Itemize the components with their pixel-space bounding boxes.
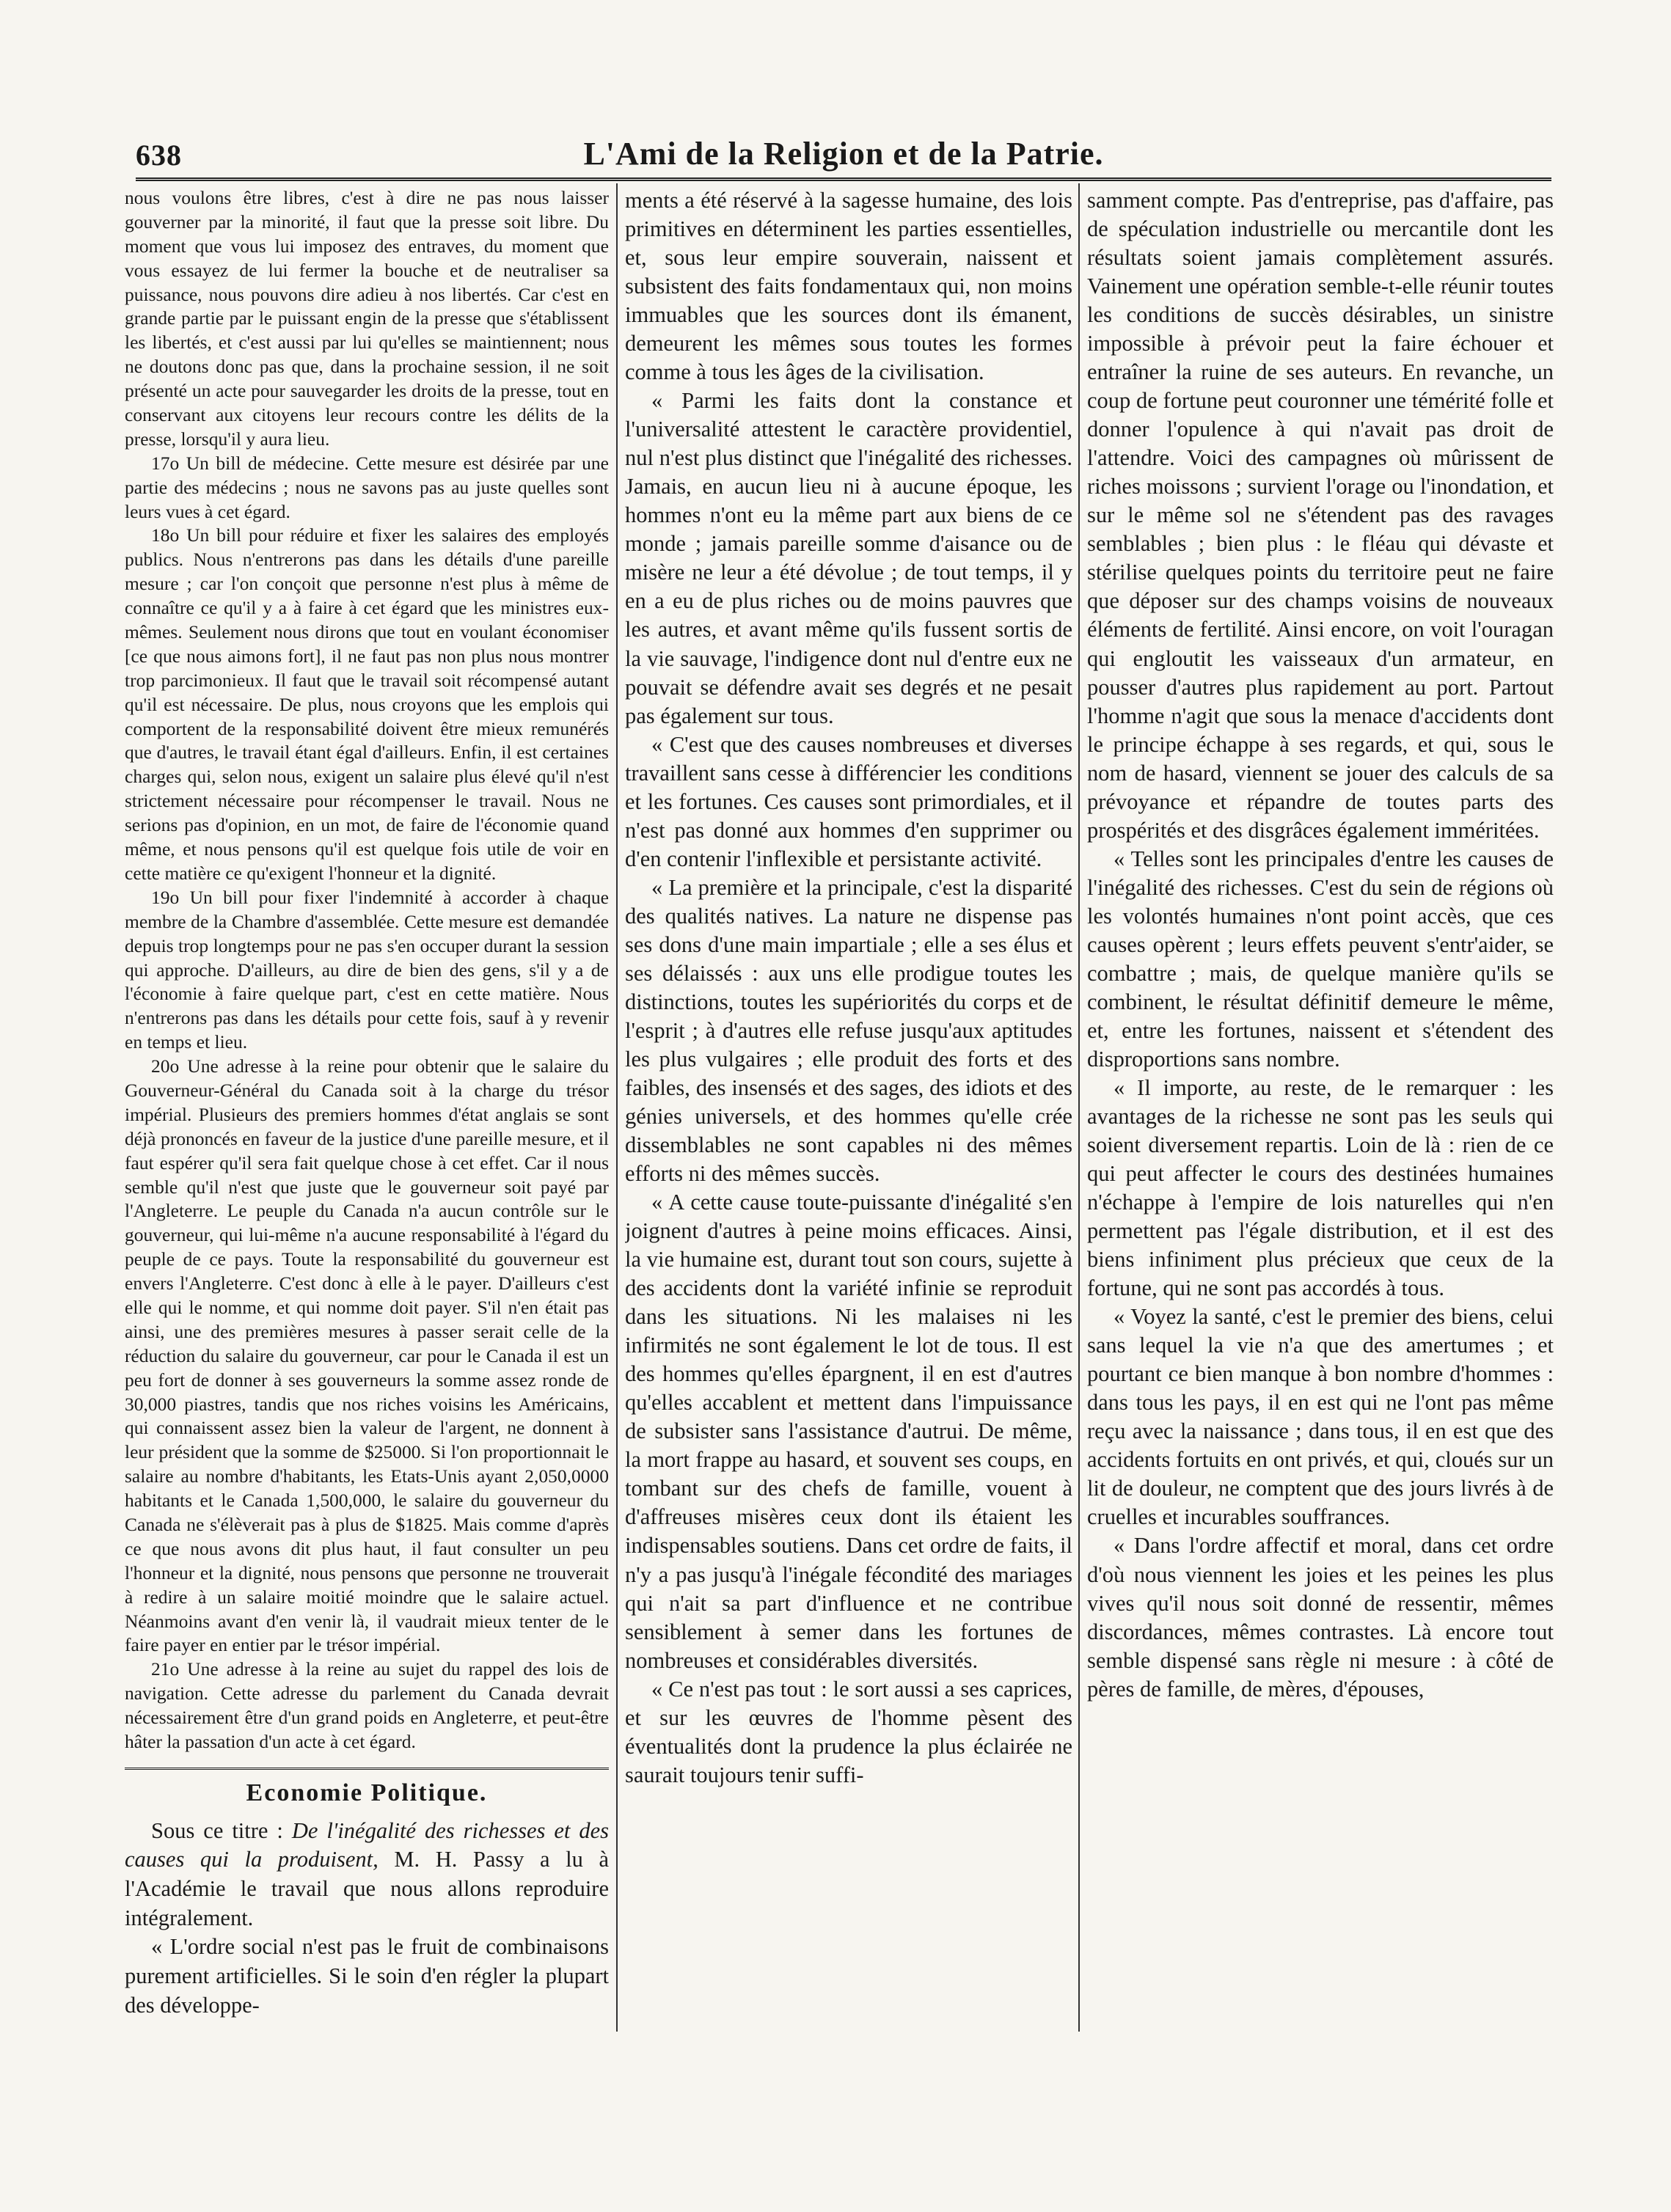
article-paragraph: « C'est que des causes nombreuses et diverses travaillent sans cesse à différencier les conditions et les fortunes. Ces causes sont primordiales, et il n'est pas donné aux hommes d'en supprimer ou d'en contenir l'inflexible et persistante activité. xyxy=(625,731,1072,871)
article-paragraph: 17o Un bill de médecine. Cette mesure est désirée par une partie des médecins ; nous ne savons pas au juste quelles sont leurs vues à cet égard. xyxy=(125,452,609,522)
column-3 xyxy=(1087,186,1554,2049)
article-paragraph: 18o Un bill pour réduire et fixer les salaires des employés publics. Nous n'entrerons pas dans les détails d'une pareille mesure ; car l'on conçoit que personne n'est plus à même de connaître ce qu'il y a à faire à cet égard que les ministres eux-mêmes. Seulement nous dirons que tout en voulant économiser [ce que nous aimons fort], il ne faut pas non plus nous montrer trop parcimonieux. Il faut que le travail soit récompensé autant qu'il est nécessaire. De plus, nous croyons que les emplois qui comportent de la responsabilité doivent être mieux remunérés que d'autres, le travail étant égal d'ailleurs. Enfin, il est certaines charges qui, selon nous, exigent un salaire plus élevé qu'il n'est strictement nécessaire pour récompenser le travail. Nous ne serions pas d'opinion, en un mot, de faire de l'économie quand même, et nous pensons qu'il est quelque fois utile de voir en cette matière ce qu'exigent l'honneur et la dignité. xyxy=(125,524,609,884)
page-number: 638 xyxy=(136,139,182,172)
intro-text: M. H. Passy a lu à l'Académie le travail que nous allons reproduire intégralement. xyxy=(125,1847,609,1930)
section-title: Economie Politique. xyxy=(246,1779,488,1806)
article-paragraph: « Telles sont les principales d'entre les causes de l'inégalité des richesses. C'est du sein de régions où les volontés humaines n'ont point accès, que ces causes opèrent ; leurs effets peuvent s'entr'aider, se combattre ; mais, de quelque manière qu'ils se combinent, le résultat définitif demeure le même, et, entre les fortunes, naissent et s'étendent des disproportions sans nombre. xyxy=(1087,846,1554,1072)
intro-italic-title: De l'inégalité des richesses et des causes qui la produisent, xyxy=(125,1817,609,1872)
article-paragraph: « A cette cause toute-puissante d'inégalité s'en joignent d'autres à peine moins efficaces. Ainsi, la vie humaine est, durant tout son cours, sujette à des accidents dont la variété infinie se reproduit dans les situations. Ni les malaises ni les infirmités ne sont également le lot de tous. Il est des hommes qu'elles épargnent, il en est d'autres qu'elles accablent et mettent dans l'impuissance de subsister sans l'assistance d'autrui. De même, la mort frappe au hasard, et souvent ses coups, en tombant sur des chefs de famille, vouent à d'affreuses misères ceux dont ils étaient les indispensables soutiens. Dans cet ordre de faits, il n'y a pas jusqu'à l'inégale fécondité des mariages qui n'ait sa part d'influence et ne contribue sensiblement à semer dans les fortunes de nombreuses et considérables diversités. xyxy=(625,1190,1072,1673)
article-paragraph: ments a été réservé à la sagesse humaine, des lois primitives en déterminent les parties essentielles, et, sous leur empire souverain, naissent et subsistent des faits fondamentaux qui, non moins immuables que les sources dont ils émanent, demeurent les mêmes sous toutes les formes comme à tous les âges de la civilisation. xyxy=(625,188,1072,385)
section-rule xyxy=(125,1768,609,1770)
column-2 xyxy=(625,186,1072,2049)
column-divider xyxy=(616,183,618,2032)
header-rule xyxy=(136,177,1551,181)
article-paragraph: « Dans l'ordre affectif et moral, dans cet ordre d'où nous viennent les joies et les peines les plus vives qu'il nous soit donné de ressentir, mêmes discordances, mêmes contrastes. Là encore tout semble dispensé sans règle ni mesure : à côté de pères de famille, de mères, d'épouses, xyxy=(1087,1533,1554,1702)
article-paragraph: 20o Une adresse à la reine pour obtenir que le salaire du Gouverneur-Général du Canada soit à la charge du trésor impérial. Plusieurs des premiers hommes d'état anglais se sont déjà prononcés en faveur de la justice d'une pareille mesure, et il faut espérer qu'il sera fait quelque chose à cet effet. Car il nous semble qu'il n'est que juste que le gouverneur soit payé par l'Angleterre. Le peuple du Canada n'a aucun contrôle sur le gouverneur, qui lui-même n'a aucune responsabilité à l'égard du peuple de ce pays. Toute la responsabilité du gouverneur est envers l'Angleterre. C'est donc à elle à le payer. D'ailleurs c'est elle qui le nomme, et qui nomme doit payer. S'il n'en était pas ainsi, une des premières mesures à passer serait celle de la réduction du salaire du gouverneur, car pour le Canada il est un peu fort de donner à ses gouverneurs la somme assez ronde de 30,000 piastres, tandis que nos riches voisins les Américains, qui connaissent assez bien la valeur de l'argent, ne donnent à leur président que la somme de $25000. Si l'on proportionnait le salaire au nombre d'habitants, les Etats-Unis ayant 2,050,0000 habitants et le Canada 1,500,000, le salaire du gouverneur du Canada ne s'élèverait pas à plus de $1825. Mais comme d'après ce que nous avons dit plus haut, il faut consulter un peu l'honneur et la dignité, nous pensons que personne ne trouverait à redire à un salaire moitié moindre que le salaire actuel. Néanmoins avant d'en venir là, il vaudrait mieux tenter de le faire payer en entier par le trésor impérial. xyxy=(125,1055,609,1656)
article-paragraph: « La première et la principale, c'est la disparité des qualités natives. La nature ne dispense pas ses dons d'une main impartiale ; elle a ses élus et ses délaissés : aux uns elle prodigue toutes les distinctions, toutes les supériorités du corps et de l'esprit ; à d'autres elle refuse jusqu'aux aptitudes les plus vulgaires ; elle produit des forts et des faibles, des insensés et des sages, des idiots et des génies universels, et des hommes qu'elle crée dissemblables ne sont capables ni des mêmes efforts ni des mêmes succès. xyxy=(625,874,1072,1187)
masthead-title: L'Ami de la Religion et de la Patrie. xyxy=(583,136,1104,172)
intro-paragraph xyxy=(125,1817,609,1933)
article-paragraph: « Parmi les faits dont la constance et l'universalité attestent le caractère providentiel, nul n'est plus distinct que l'inégalité des richesses. Jamais, en aucun lieu ni à aucune époque, les hommes n'ont eu la même part aux biens de ce monde ; jamais pareille somme d'aisance ou de misère ne leur a été dévolue ; de tout temps, il y en a eu de plus riches ou de moins pauvres que les autres, et avant même qu'ils fussent sortis de la vie sauvage, l'indigence dont nul d'entre eux ne pouvait se défendre avait ses degrés et ne pesait pas également sur tous. xyxy=(625,388,1072,728)
column-divider xyxy=(1078,183,1080,2032)
article-paragraph: samment compte. Pas d'entreprise, pas d'affaire, pas de spéculation industrielle ou mercantile dont les résultats soient jamais complètement assurés. Vainement une opération semble-t-elle réunir toutes les conditions de succès désirables, un sinistre impossible à prévoir peut la faire échouer et entraîner la ruine de ses auteurs. En revanche, un coup de fortune peut couronner une témérité folle et donner l'opulence à qui n'avait pas droit de l'attendre. Voici des campagnes où mûrissent de riches moissons ; survient l'orage ou l'inondation, et sur le même sol ne s'étendent pas des ravages semblables ; bien plus : le fléau qui dévaste et stérilise quelques points du territoire peut ne faire que déposer sur des champs voisins de nouveaux éléments de fertilité. Ainsi encore, on voit l'ouragan qui engloutit les vaisseaux d'un armateur, en pousser d'autres plus rapidement au port. Partout l'homme n'agit que sous la menace d'accidents dont le principe échappe à ses regards, et qui, sous le nom de hasard, viennent se jouer des calculs de sa prévoyance et répandre de toutes parts des prospérités et des disgrâces également imméritées. xyxy=(1087,188,1554,843)
article-paragraph: « Ce n'est pas tout : le sort aussi a ses caprices, et sur les œuvres de l'homme pèsent des éventualités dont la prudence la plus éclairée ne saurait toujours tenir suffi- xyxy=(625,1676,1072,1787)
article-paragraph: nous voulons être libres, c'est à dire ne pas nous laisser gouverner par la minorité, il faut que la presse soit libre. Du moment que vous lui imposez des entraves, du moment que vous essayez de lui fermer la bouche et de neutraliser sa puissance, nous pouvons dire adieu à nos libertés. Car c'est en grande partie par le puissant engin de la presse que s'établissent les libertés, et c'est aussi par lui qu'elles se maintiennent; nous ne doutons donc pas que, dans la prochaine session, il ne soit présenté un acte pour sauvegarder les droits de la presse, tout en conservant aux citoyens leur recours contre les délits de la presse, lorsqu'il y aura lieu. xyxy=(125,187,609,450)
intro-text: Sous ce titre : xyxy=(151,1817,292,1843)
quote-paragraph: « L'ordre social n'est pas le fruit de combinaisons purement artificielles. Si le soin d'en régler la plupart des développe- xyxy=(125,1934,609,2018)
article-paragraph: « Il importe, au reste, de le remarquer : les avantages de la richesse ne sont pas les seuls qui soient diversement repartis. Loin de là : rien de ce qui peut affecter le cours des destinées humaines n'échappe à l'empire de lois naturelles qui n'en permettent pas l'égale distribution, et il est des biens infiniment plus précieux que ceux de la fortune, qui ne sont pas accordés à tous. xyxy=(1087,1074,1554,1301)
article-paragraph: 19o Un bill pour fixer l'indemnité à accorder à chaque membre de la Chambre d'assemblée. Cette mesure est demandée depuis trop longtemps pour ne pas s'en occuper durant la session qui approche. D'ailleurs, au dire de bien des gens, s'il y a de l'économie à faire quelque part, c'est en cette matière. Nous n'entrerons pas dans les détails pour cette fois, sauf à y revenir en temps et lieu. xyxy=(125,886,609,1053)
section-heading-block xyxy=(125,1768,609,1809)
page-header xyxy=(136,125,1551,176)
column-1 xyxy=(125,186,609,2064)
article-paragraph: 21o Une adresse à la reine au sujet du rappel des lois de navigation. Cette adresse du parlement du Canada devrait nécessairement être d'un grand poids en Angleterre, et peut-être hâter la passation d'un acte à cet égard. xyxy=(125,1658,609,1752)
article-paragraph: « Voyez la santé, c'est le premier des biens, celui sans lequel la vie n'a que des amertumes ; et pourtant ce bien manque à bon nombre d'hommes : dans tous les pays, il en est qui ne l'ont pas même reçu avec la naissance ; dans tous, il en est que des accidents fortuits en ont privés, et qui, cloués sur un lit de douleur, ne comptent que des jours livrés à de cruelles et incurables souffrances. xyxy=(1087,1304,1554,1530)
